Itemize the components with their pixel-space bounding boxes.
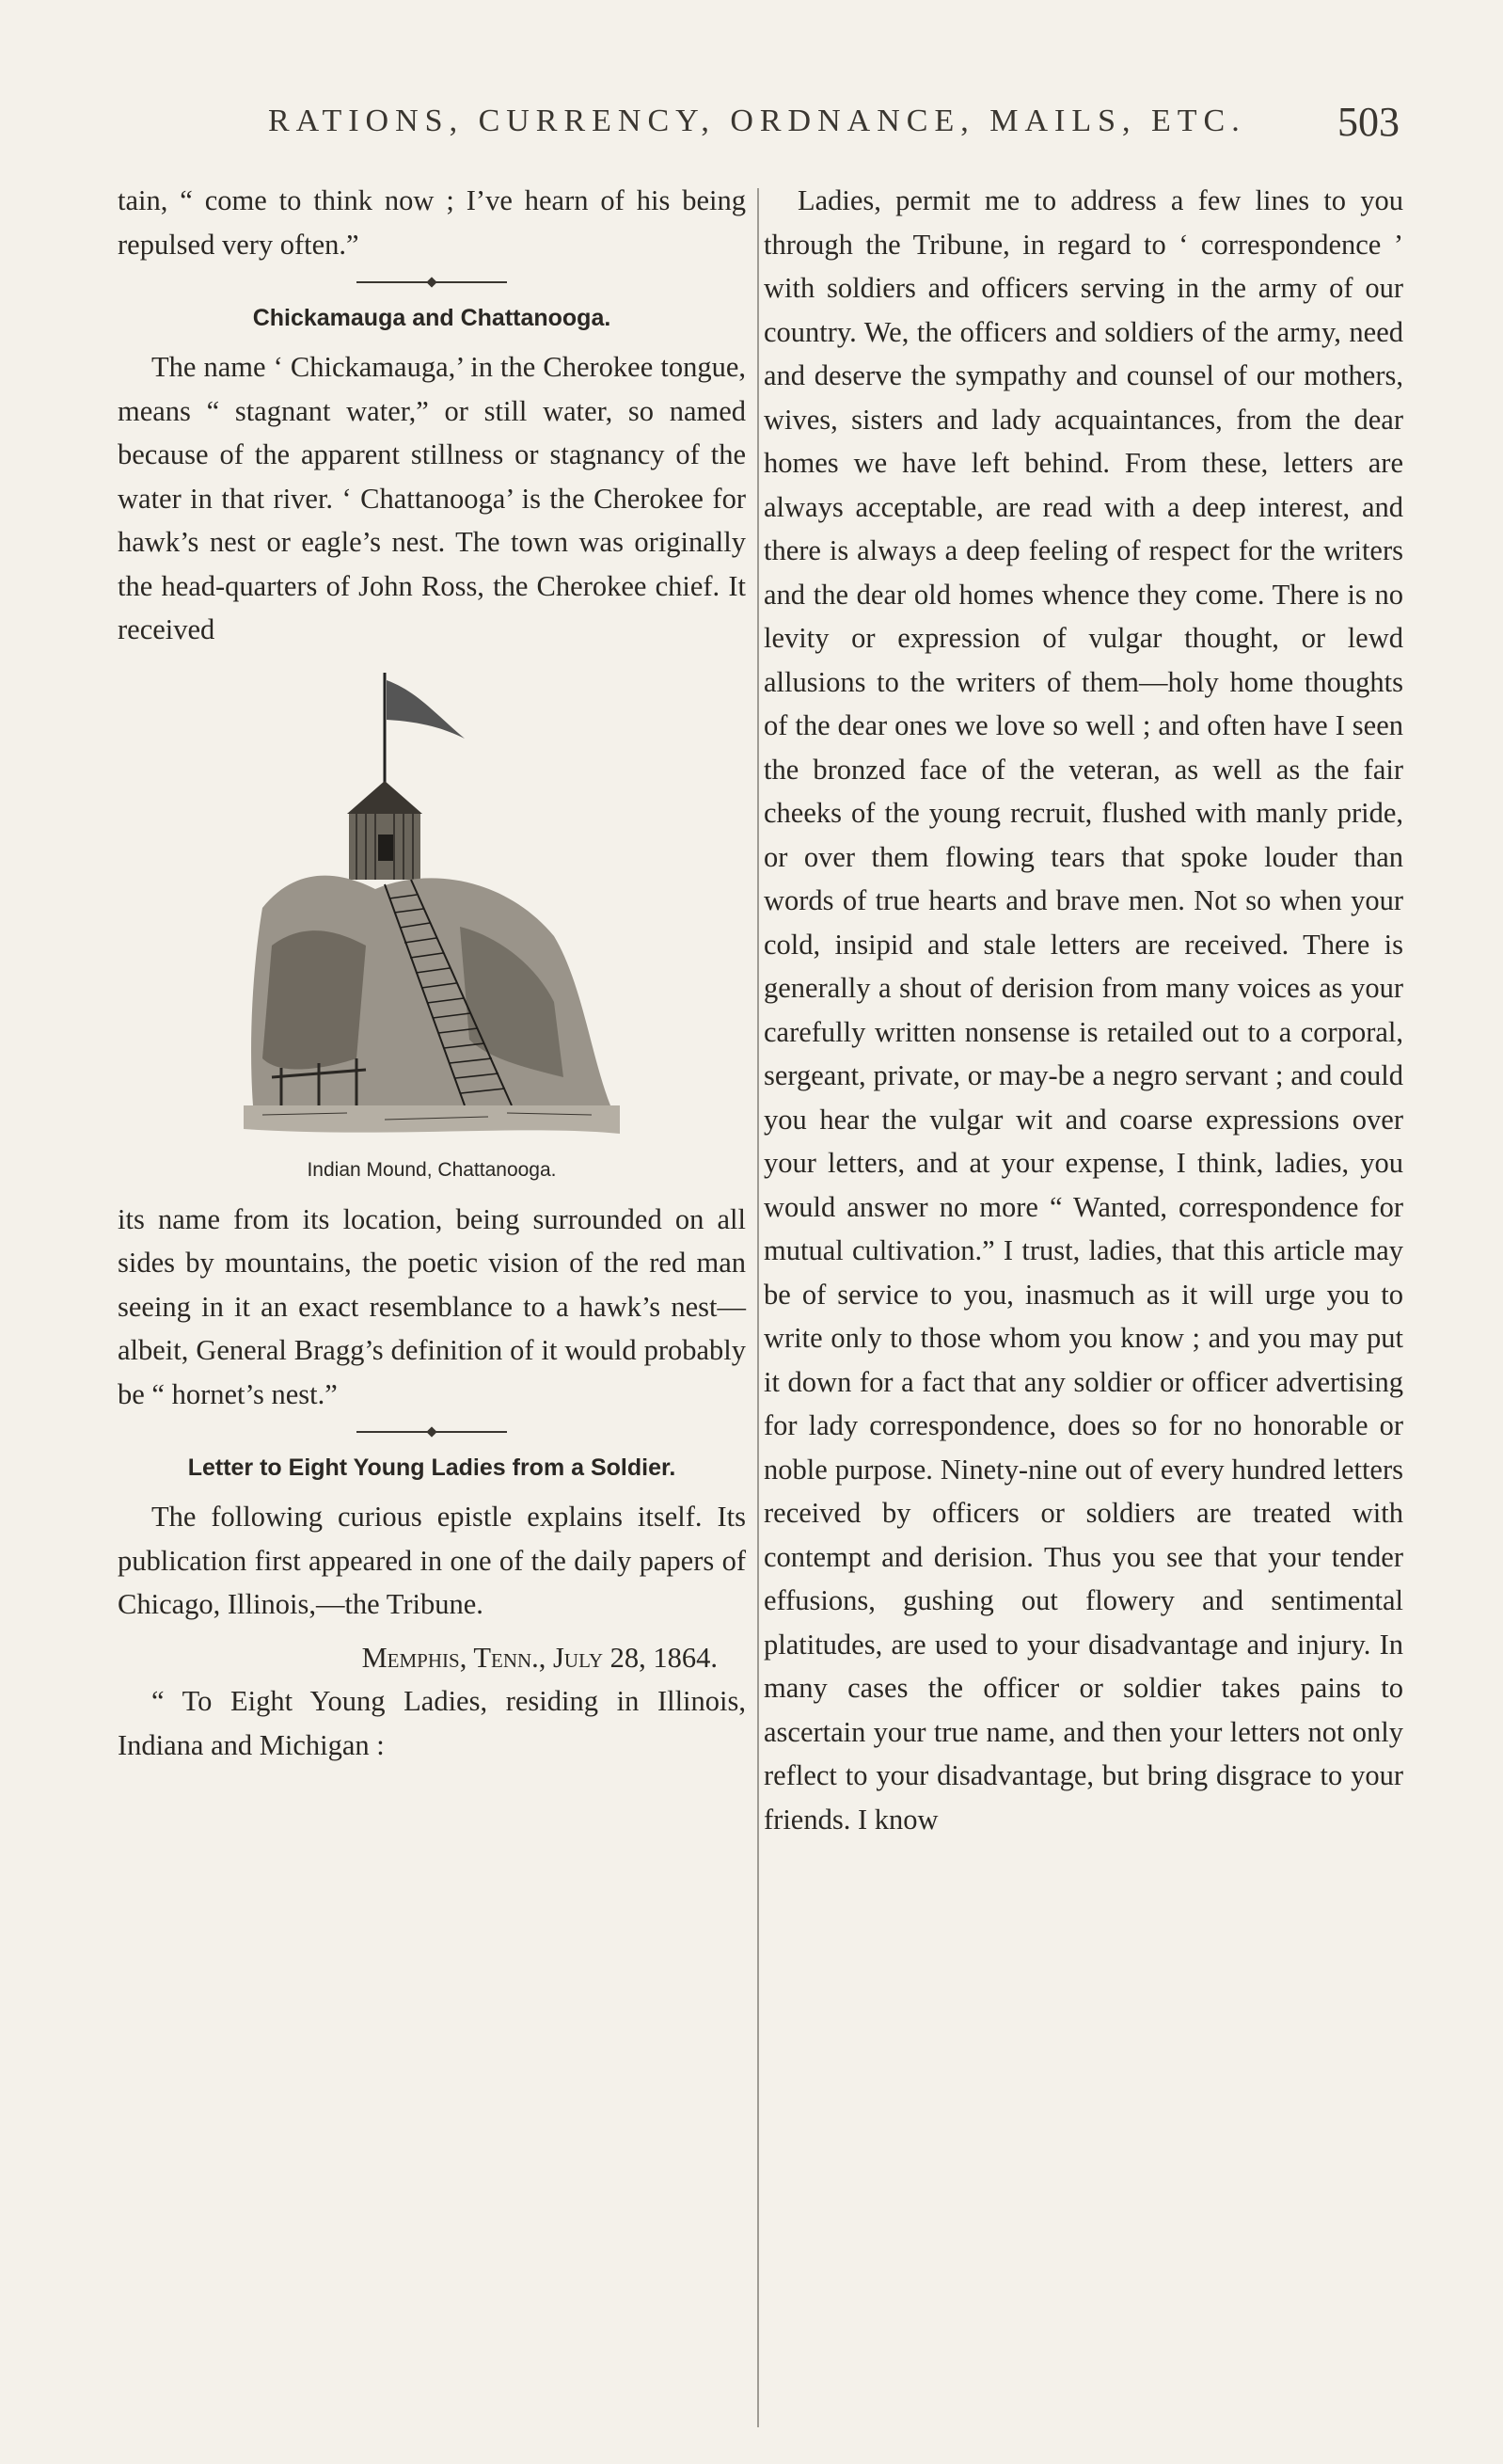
section-heading: Chickamauga and Chattanooga. — [252, 305, 611, 331]
column-divider — [757, 188, 759, 2427]
figure-caption: Indian Mound, Chattanooga. — [307, 1158, 557, 1181]
indian-mound-illustration — [244, 663, 620, 1153]
figure — [118, 663, 746, 1184]
section-separator — [356, 276, 507, 289]
paragraph: The name ‘ Chickamauga,’ in the Cherokee tongue, means “ stagnant water,” or still water, so named because of the apparent stillness or stagnancy of the water in that river. ‘ Chattanooga’ is the Cherokee for hawk’s nest or eagle’s nest. The town was originally the head-quarters of John Ross, the Cherokee chief. It received — [118, 351, 746, 645]
paragraph: tain, “ come to think now ; I’ve hearn of his being repulsed very often.” — [118, 184, 746, 261]
left-column — [118, 179, 746, 1767]
paragraph: The following curious epistle explains itself. Its publication first appeared in one of the daily papers of Chicago, Illinois,—the Tribune. — [118, 1501, 746, 1620]
paragraph: “ To Eight Young Ladies, residing in Illinois, Indiana and Michigan : — [118, 1685, 746, 1761]
running-head: RATIONS, CURRENCY, ORDNANCE, MAILS, ETC. — [268, 103, 1246, 138]
page-number: 503 — [1337, 99, 1400, 145]
dateline: Memphis, Tenn., July 28, 1864. — [361, 1641, 718, 1674]
paragraph: its name from its location, being surrounded on all sides by mountains, the poetic vision of the red man seeing in it an exact resemblance to a hawk’s nest—albeit, General Bragg’s definition of it would probably be “ hornet’s nest.” — [118, 1202, 746, 1410]
right-column — [764, 179, 1403, 1841]
section-heading: Letter to Eight Young Ladies from a Soldier. — [187, 1455, 676, 1481]
page-header — [118, 99, 1400, 160]
section-separator — [356, 1425, 507, 1439]
paragraph: Ladies, permit me to address a few lines to you through the Tribune, in regard to ‘ correspondence ’ with soldiers and officers serving in the army of our country. We, the officers and soldiers of the army, need and deserve the sympathy and counsel of our mothers, wives, sisters and lady acquaintances, from the dear homes we have left behind. From these, letters are always acceptable, are read with a deep interest, and there is always a deep feeling of respect for the writers and the dear old homes whence they come. There is no levity or expression of vulgar thought, or lewd allusions to the writers of them—holy home thoughts of the dear ones we love so well ; and often have I seen the bronzed face of the veteran, as well as the fair cheeks of the young recruit, flushed with manly pride, or over them flowing tears that spoke louder than words of true hearts and brave men. Not so when your cold, insipid and stale letters are received. There is generally a shout of derision from many voices as your carefully written nonsense is retailed out to a corporal, sergeant, private, or may-be a negro servant ; and could you hear the vulgar wit and coarse expressions over your letters, and at your expense, I think, ladies, you would answer no more “ Wanted, correspondence for mutual cultivation.” I trust, ladies, that this article may be of service to you, inasmuch as it will urge you to write only to those whom you know ; and you may put it down for a fact that any soldier or officer advertising for lady correspondence, does so for no honorable or noble purpose. Ninety-nine out of every hundred letters received by officers or soldiers are treated with contempt and derision. Thus you see that your tender effusions, gushing out flowery and sentimental platitudes, are used to your disadvantage and injury. In many cases the officer or soldier takes pains to ascertain your true name, and then your letters not only reflect to your disadvantage, but bring disgrace to your friends. I know — [764, 184, 1403, 1836]
